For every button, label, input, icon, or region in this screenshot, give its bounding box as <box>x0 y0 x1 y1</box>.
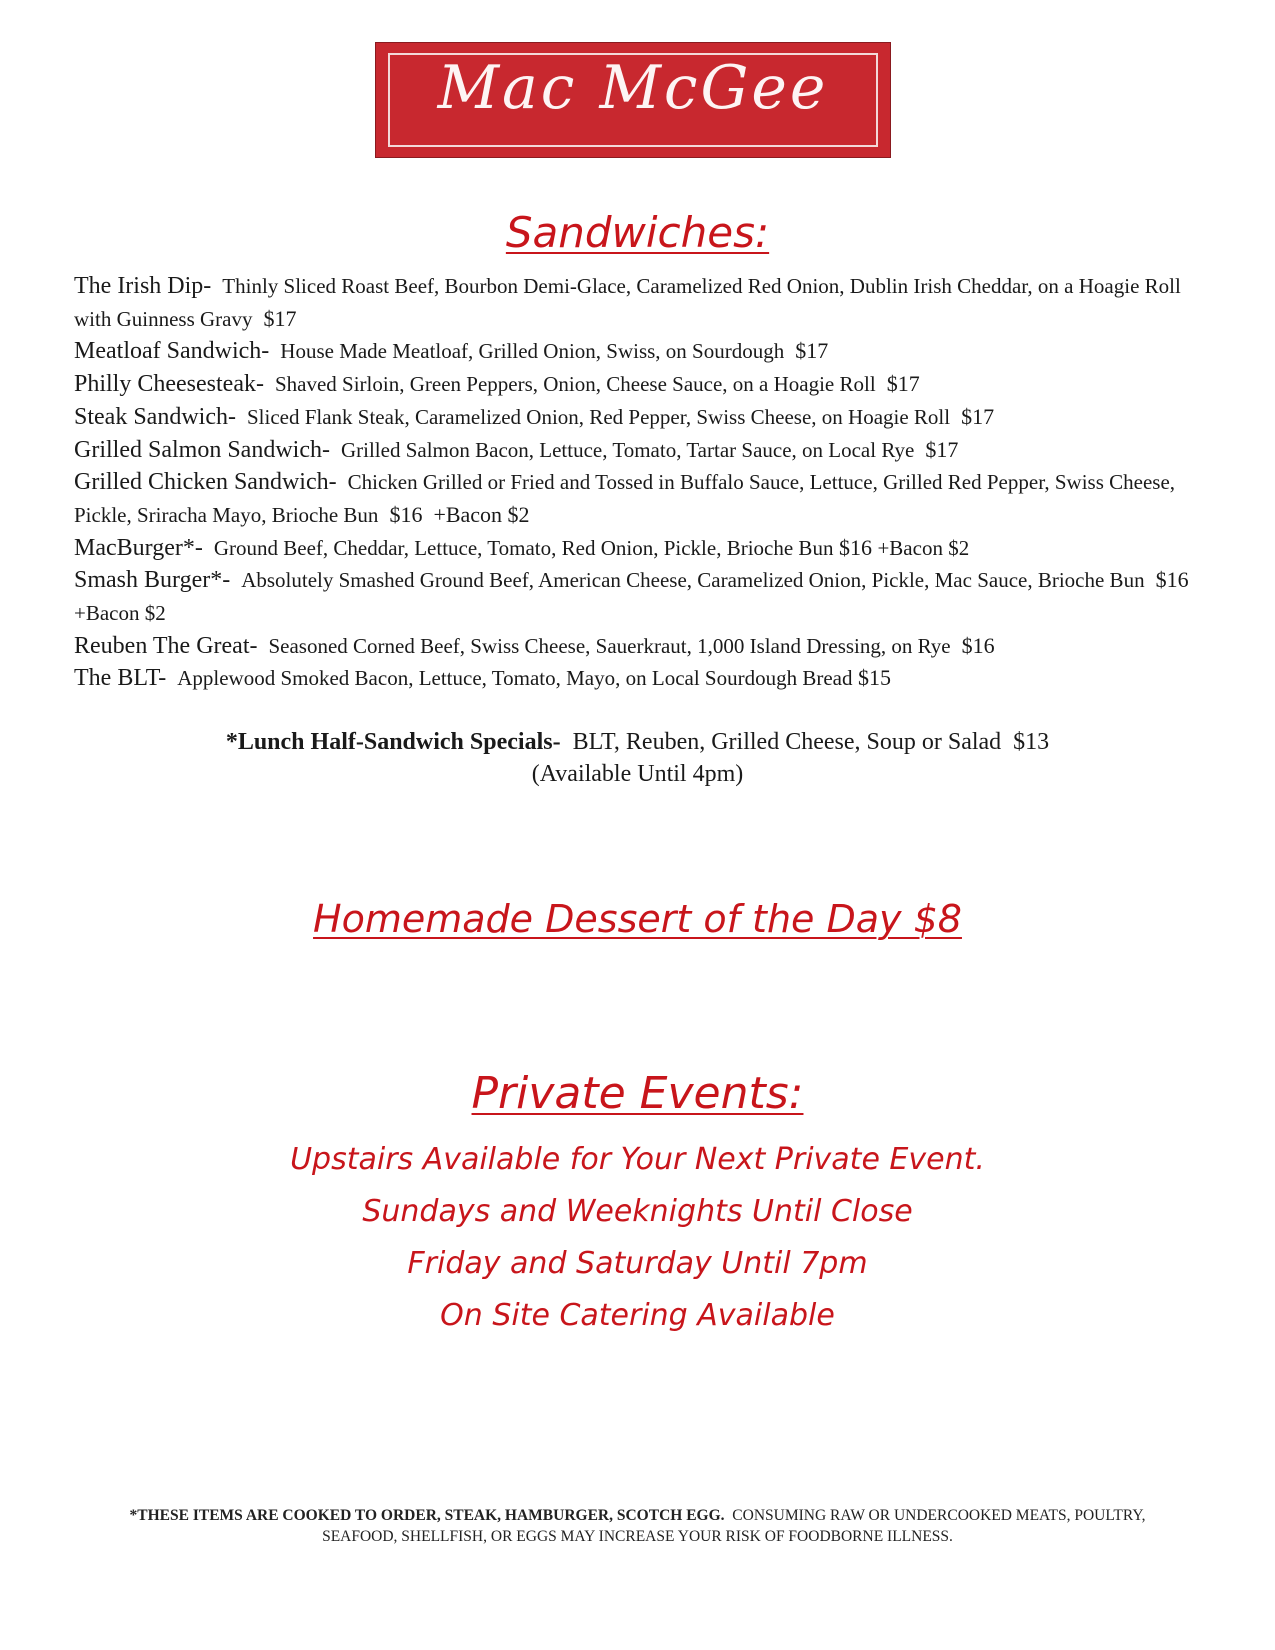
item-description: House Made Meatloaf, Grilled Onion, Swiss, on Sourdough <box>280 339 785 364</box>
item-name: The Irish Dip- <box>74 273 212 299</box>
menu-item <box>74 532 1204 565</box>
item-description: Absolutely Smashed Ground Beef, American Cheese, Caramelized Onion, Pickle, Mac Sauce, Brioche Bun <box>241 568 1145 593</box>
lunch-special-label: *Lunch Half-Sandwich Specials- <box>225 729 561 755</box>
item-description: Sliced Flank Steak, Caramelized Onion, Red Pepper, Swiss Cheese, on Hoagie Roll <box>246 404 951 429</box>
item-name: Meatloaf Sandwich- <box>74 338 270 365</box>
item-name: Grilled Salmon Sandwich- <box>74 436 330 463</box>
lunch-special-line <box>0 726 1275 758</box>
menu-item <box>74 434 1204 467</box>
item-price: $16 <box>961 632 995 658</box>
dessert-text: Homemade Dessert of the Day $8 <box>313 897 962 941</box>
sandwich-list <box>74 270 1204 695</box>
menu-item <box>74 662 1204 695</box>
menu-item <box>74 270 1204 335</box>
item-price: $16 <box>389 501 423 527</box>
menu-item <box>74 564 1204 629</box>
disclaimer-bold: *THESE ITEMS ARE COOKED TO ORDER, STEAK, HAMBURGER, SCOTCH EGG. <box>129 1507 725 1524</box>
logo-text: Mac McGee <box>437 53 829 123</box>
private-events-line: On Site Catering Available <box>440 1298 835 1333</box>
item-price: $16 <box>1155 567 1189 593</box>
menu-item <box>74 401 1204 434</box>
item-description: Chicken Grilled or Fried and Tossed in Buffalo Sauce, Lettuce, Grilled Red Pepper, Swiss Cheese, Pickle, Sriracha Mayo, Brioche Bun <box>74 470 1176 527</box>
private-events-line: Upstairs Available for Your Next Private Event. <box>290 1142 985 1177</box>
private-events-heading <box>0 1068 1275 1119</box>
item-price: $15 <box>858 665 891 691</box>
food-safety-disclaimer <box>90 1505 1185 1547</box>
lunch-special-note: (Available Until 4pm) <box>531 761 744 787</box>
lunch-special <box>0 726 1275 790</box>
item-price: $17 <box>263 305 297 331</box>
item-price: $17 <box>795 338 829 364</box>
item-name: Steak Sandwich- <box>74 403 236 430</box>
menu-item <box>74 630 1204 663</box>
private-events-line: Sundays and Weeknights Until Close <box>362 1194 913 1229</box>
item-description: Thinly Sliced Roast Beef, Bourbon Demi-Glace, Caramelized Red Onion, Dublin Irish Cheddar, on a Hoagie Roll with Guinness Gravy <box>74 274 1181 331</box>
sandwiches-heading-text: Sandwiches: <box>505 208 770 257</box>
logo <box>375 42 891 158</box>
item-description: Applewood Smoked Bacon, Lettuce, Tomato, Mayo, on Local Sourdough Bread <box>177 666 853 691</box>
menu-item <box>74 466 1204 531</box>
dessert-heading <box>0 897 1275 941</box>
lunch-special-items: BLT, Reuben, Grilled Cheese, Soup or Salad <box>572 729 1002 755</box>
item-description: Ground Beef, Cheddar, Lettuce, Tomato, Red Onion, Pickle, Brioche Bun <box>213 535 834 560</box>
private-events-line: Friday and Saturday Until 7pm <box>407 1246 868 1281</box>
disclaimer-text: CONSUMING RAW OR UNDERCOOKED MEATS, POULTRY, SEAFOOD, SHELLFISH, OR EGGS MAY INCREASE YOUR RISK OF FOODBORNE ILLNESS. <box>322 1507 1146 1545</box>
private-events-heading-text: Private Events: <box>471 1068 804 1119</box>
item-addon: +Bacon $2 <box>877 535 970 560</box>
item-name: MacBurger*- <box>74 534 203 561</box>
item-name: The BLT- <box>74 665 167 692</box>
item-price: $17 <box>961 403 995 429</box>
item-name: Grilled Chicken Sandwich- <box>74 469 337 496</box>
item-name: Reuben The Great- <box>74 632 258 659</box>
item-addon: +Bacon $2 <box>74 601 166 626</box>
item-description: Seasoned Corned Beef, Swiss Cheese, Sauerkraut, 1,000 Island Dressing, on Rye <box>268 633 951 658</box>
menu-item <box>74 368 1204 401</box>
sandwiches-heading <box>0 208 1275 257</box>
item-name: Smash Burger*- <box>74 567 231 594</box>
item-description: Shaved Sirloin, Green Peppers, Onion, Cheese Sauce, on a Hoagie Roll <box>274 372 876 397</box>
item-description: Grilled Salmon Bacon, Lettuce, Tomato, Tartar Sauce, on Local Rye <box>340 437 915 462</box>
item-price: $17 <box>925 436 959 462</box>
lunch-special-price: $13 <box>1013 729 1050 755</box>
item-addon: +Bacon $2 <box>433 501 530 527</box>
item-price: $16 <box>838 534 872 560</box>
item-name: Philly Cheesesteak- <box>74 371 264 398</box>
item-price: $17 <box>886 371 920 397</box>
private-events-details <box>0 1134 1275 1342</box>
menu-item <box>74 335 1204 368</box>
